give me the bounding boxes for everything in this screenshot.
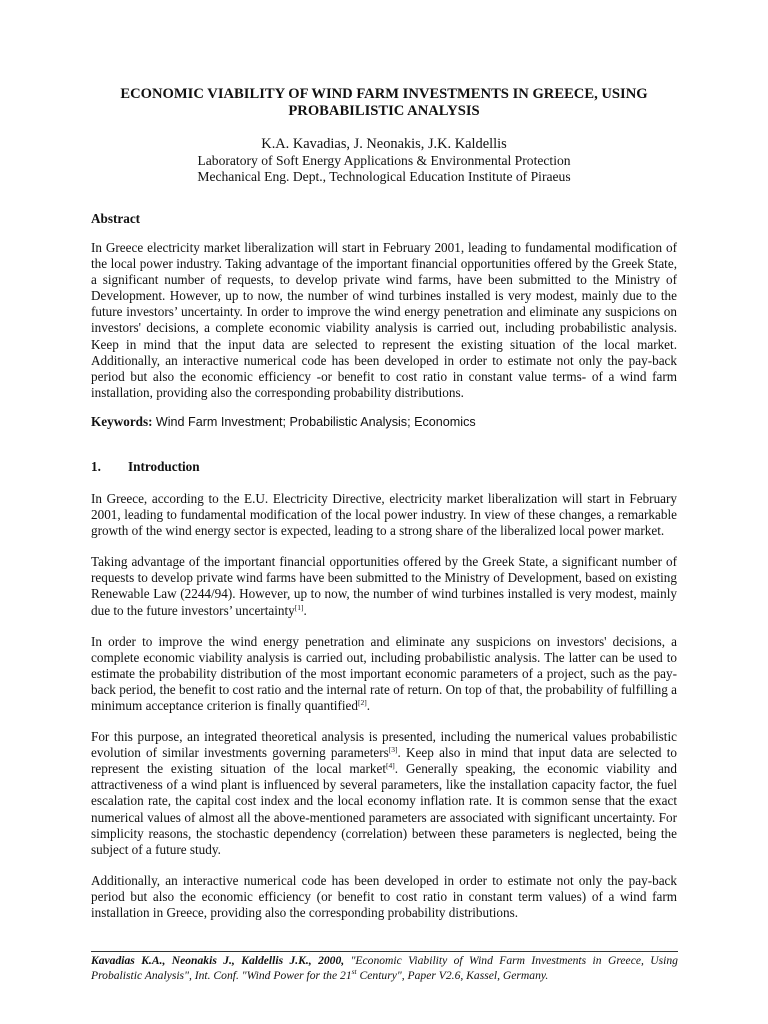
intro-paragraph-4-part-a: For this purpose, an integrated theoretical analysis is presented, including the numerical values probabilistic evolution of similar investments governing parameters — [91, 729, 677, 761]
footer-title: "Economic Viability of Wind Farm Investments in Greece, Using Probalistic Analysis", Int. Conf. "Wind Power for the 21 — [91, 954, 678, 982]
footer-rest: Century", Paper V2.6, Kassel, Germany. — [356, 969, 549, 982]
citation-ref-1: [1] — [294, 602, 304, 612]
keywords-value: Wind Farm Investment; Probabilistic Analysis; Economics — [155, 414, 476, 429]
citation-footer — [91, 953, 678, 983]
intro-paragraph-4-part-c: . Generally speaking, the economic viability and attractiveness of a wind plant is influenced by several parameters, like the installation capacity factor, the fuel escalation rate, the capital cost index and the local economy inflation rate. It is common sense that the exact numerical values of almost all the above-mentioned parameters are associated with significant uncertainty. For simplicity reasons, the stochastic dependency (correlation) between these parameters is neglected, being the subject of a future study. — [91, 761, 677, 857]
intro-paragraph-2-end: . — [303, 602, 307, 618]
section-number: 1. — [91, 458, 101, 474]
intro-paragraph-2-text: Taking advantage of the important financial opportunities offered by the Greek State, a significant number of requests to develop private wind farms have been submitted to the Ministry of Development, based on existing Renewable Law (2244/94). However, up to now, the number of wind turbines installed is very modest, mainly due to the future investors’ uncertainty — [91, 554, 677, 618]
keywords-label: Keywords: — [91, 413, 153, 429]
footer-superscript: st — [351, 967, 357, 976]
intro-paragraph-3 — [91, 634, 677, 714]
citation-ref-3: [3] — [388, 745, 398, 755]
abstract-heading: Abstract — [91, 211, 141, 226]
footer-authors: Kavadias K.A., Neonakis J., Kaldellis J.K., 2000, — [91, 954, 345, 967]
footer-divider — [91, 951, 678, 952]
intro-paragraph-4-part-b: . Keep also in mind that input data are selected to represent the existing situation of the local market — [91, 745, 677, 777]
affiliation-line2: Mechanical Eng. Dept., Technological Education Institute of Piraeus — [197, 169, 571, 184]
affiliation-line1: Laboratory of Soft Energy Applications & Environmental Protection — [197, 153, 571, 168]
paper-title-line2: PROBABILISTIC ANALYSIS — [288, 103, 480, 119]
intro-paragraph-3-end: . — [366, 697, 370, 713]
section-title: Introduction — [128, 458, 200, 474]
section-heading-introduction — [91, 459, 677, 475]
citation-ref-4: [4] — [386, 761, 395, 771]
keywords — [91, 414, 677, 430]
page-content — [91, 86, 677, 921]
intro-paragraph-1: In Greece, according to the E.U. Electricity Directive, electricity market liberalization will start in February 2001, leading to fundamental modification of the local power industry. In view of these changes, a remarkable growth of the wind energy sector is expected, leading to a strong share of the liberalized local power market. — [91, 490, 677, 539]
citation-ref-2: [2] — [357, 697, 367, 707]
intro-paragraph-4 — [91, 729, 677, 858]
intro-paragraph-3-text: In order to improve the wind energy penetration and eliminate any suspicions on investors' decisions, a complete economic viability analysis is carried out, including probabilistic analysis. The latter can be used to estimate the probability distribution of the most important economic parameters of a project, such as the pay-back period, the benefit to cost ratio and the internal rate of return. On top of that, the probability of fulfilling a minimum acceptance criterion is finally quantified — [91, 633, 677, 713]
author-list: K.A. Kavadias, J. Neonakis, J.K. Kaldellis — [261, 136, 507, 152]
paper-title-line1: ECONOMIC VIABILITY OF WIND FARM INVESTMENTS IN GREECE, USING — [120, 86, 648, 102]
intro-paragraph-2 — [91, 554, 677, 618]
paper-title — [91, 86, 677, 120]
abstract-text: In Greece electricity market liberalization will start in February 2001, leading to fundamental modification of the local power industry. Taking advantage of the important financial opportunities offered by the Greek State, a significant number of requests, to develop private wind farms, have been submitted to the Ministry of Development. However, up to now, the number of wind turbines installed is very modest, mainly due to the future investors’ uncertainty. In order to improve the wind energy penetration and eliminate any suspicions on investors' decisions, a complete economic viability analysis is carried out, including probabilistic analysis. Keep in mind that the input data are selected to represent the existing situation of the local market. Additionally, an interactive numerical code has been developed in order to estimate not only the pay-back period but also the economic efficiency -or benefit to cost ratio in constant value terms- of a wind farm installation, providing also the corresponding probability distributions. — [91, 240, 677, 400]
intro-paragraph-5: Additionally, an interactive numerical code has been developed in order to estimate not only the pay-back period but also the economic efficiency (or benefit to cost ratio in constant term values) of a wind farm installation in Greece, providing also the corresponding probability distributions. — [91, 872, 677, 920]
